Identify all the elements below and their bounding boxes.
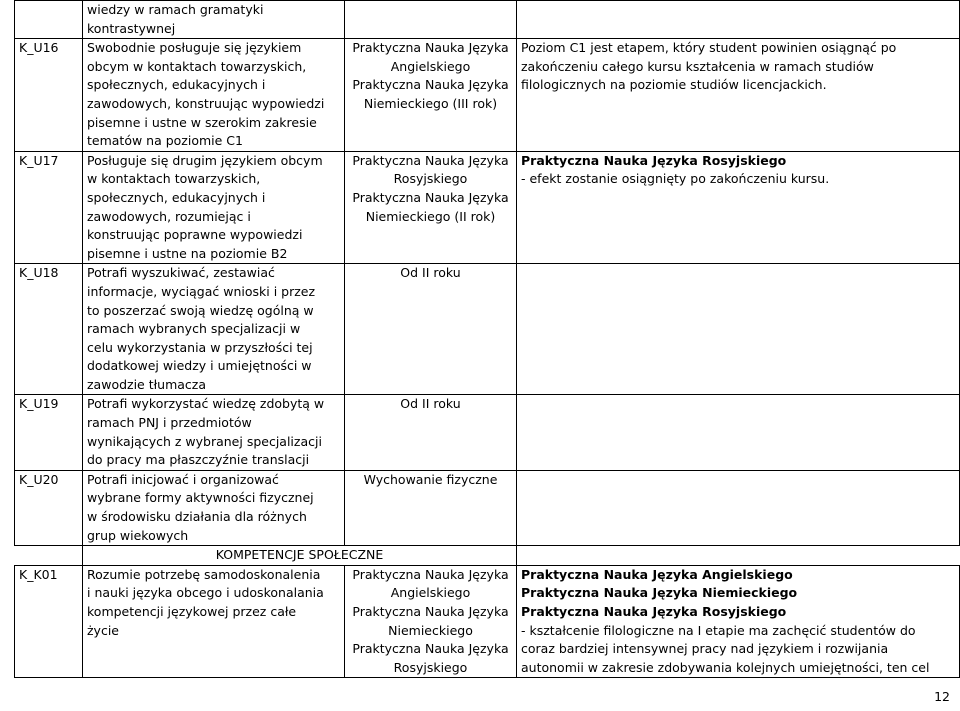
outcome-description xyxy=(83,565,345,678)
table-row xyxy=(15,264,960,395)
outcome-code: K_U20 xyxy=(15,470,83,545)
related-subjects xyxy=(345,470,517,545)
outcome-description-line: wybrane formy aktywności fizycznej xyxy=(87,490,314,506)
related-subjects-line: Praktyczna Nauka Języka xyxy=(352,604,509,619)
outcome-description-line: zawodowych, rozumiejąc i xyxy=(87,208,251,224)
outcome-description-line: ramach wybranych specjalizacji w xyxy=(87,321,301,337)
outcome-description-line: wiedzy w ramach gramatyki xyxy=(87,2,264,17)
table-row xyxy=(15,39,960,152)
outcome-code: K_U19 xyxy=(15,395,83,470)
outcome-description xyxy=(83,264,345,395)
outcome-comment-line: filologicznych na poziomie studiów licencjackich. xyxy=(521,77,827,93)
outcome-description xyxy=(83,151,345,264)
outcome-description-line: życie xyxy=(87,622,119,638)
outcome-description-line: Rozumie potrzebę samodoskonalenia xyxy=(87,566,321,582)
outcome-comment-line: autonomii w zakresie zdobywania kolejnych umiejętności, ten cel xyxy=(521,659,930,675)
outcome-description-line: Potrafi inicjować i organizować xyxy=(87,471,279,487)
outcome-description-line: społecznych, edukacyjnych i xyxy=(87,189,266,205)
outcome-comment xyxy=(517,565,960,678)
table-row xyxy=(15,470,960,545)
outcome-description-line: zawodowych, konstruując wypowiedzi xyxy=(87,95,325,111)
table-row xyxy=(15,395,960,470)
outcome-code xyxy=(15,1,83,39)
outcome-description-line: tematów na poziomie C1 xyxy=(87,133,243,149)
learning-outcomes-table xyxy=(14,0,960,678)
related-subjects xyxy=(345,1,517,39)
section-title: KOMPETENCJE SPOŁECZNE xyxy=(83,546,517,566)
outcome-comment-line: coraz bardziej intensywnej pracy nad językiem i rozwijania xyxy=(521,641,889,657)
related-subjects-line: Od II roku xyxy=(400,396,461,412)
outcome-description xyxy=(83,39,345,152)
related-subjects xyxy=(345,565,517,678)
outcome-description-line: konstruując poprawne wypowiedzi xyxy=(87,227,303,243)
related-subjects xyxy=(345,39,517,152)
outcome-description-line: w środowisku działania dla różnych xyxy=(87,509,307,525)
outcome-description-line: i nauki języka obcego i udoskonalania xyxy=(87,585,324,601)
page-number: 12 xyxy=(934,689,950,704)
outcome-comment-line: - efekt zostanie osiągnięty po zakończeniu kursu. xyxy=(521,171,830,187)
table-row xyxy=(15,565,960,678)
outcome-description-line: kontrastywnej xyxy=(87,20,176,36)
outcome-description-line: grup wiekowych xyxy=(87,527,189,543)
table-row xyxy=(15,1,960,39)
outcome-code: K_U17 xyxy=(15,151,83,264)
outcome-comment-line: - kształcenie filologiczne na I etapie ma zachęcić studentów do xyxy=(521,622,916,638)
outcome-description-line: Potrafi wyszukiwać, zestawiać xyxy=(87,265,275,281)
outcome-description-line: wynikających z wybranej specjalizacji xyxy=(87,433,322,449)
section-spacer xyxy=(15,546,83,566)
related-subjects-line: Rosyjskiego xyxy=(393,171,468,187)
outcome-comment xyxy=(517,39,960,152)
related-subjects-line: Praktyczna Nauka Języka xyxy=(352,189,509,205)
outcome-description-line: Potrafi wykorzystać wiedzę zdobytą w xyxy=(87,396,325,412)
related-subjects-line: Wychowanie fizyczne xyxy=(363,471,498,487)
outcome-description-line: do pracy ma płaszczyźnie translacji xyxy=(87,452,310,468)
related-subjects-line: Angielskiego xyxy=(390,58,471,74)
outcome-comment xyxy=(517,151,960,264)
outcome-description-line: obcym w kontaktach towarzyskich, xyxy=(87,58,307,74)
related-subjects-line: Praktyczna Nauka Języka xyxy=(352,566,509,582)
outcome-description-line: kompetencji językowej przez całe xyxy=(87,604,297,619)
related-subjects-line: Praktyczna Nauka Języka xyxy=(352,641,509,657)
related-subjects-line: Od II roku xyxy=(400,265,461,281)
related-subjects-line: Niemieckiego (II rok) xyxy=(365,208,496,224)
related-subjects-line: Angielskiego xyxy=(390,585,471,601)
related-subjects-line: Praktyczna Nauka Języka xyxy=(352,152,509,168)
related-subjects xyxy=(345,395,517,470)
outcome-comment-line: Praktyczna Nauka Języka Niemieckiego xyxy=(521,585,798,601)
outcome-description-line: ramach PNJ i przedmiotów xyxy=(87,415,252,431)
outcome-description-line: pisemne i ustne na poziomie B2 xyxy=(87,245,288,261)
outcome-description-line: informacje, wyciągać wnioski i przez xyxy=(87,283,316,299)
outcome-comment-line: Praktyczna Nauka Języka Rosyjskiego xyxy=(521,152,787,168)
outcome-description-line: społecznych, edukacyjnych i xyxy=(87,77,266,93)
outcome-description-line: to poszerzać swoją wiedzę ogólną w xyxy=(87,302,314,318)
outcome-comment xyxy=(517,395,960,470)
outcome-comment-line: zakończeniu całego kursu kształcenia w ramach studiów xyxy=(521,58,874,74)
section-header-row xyxy=(15,546,960,566)
outcome-comment xyxy=(517,470,960,545)
outcome-description-line: zawodzie tłumacza xyxy=(87,376,207,392)
related-subjects-line: Praktyczna Nauka Języka xyxy=(352,77,509,93)
related-subjects-line: Niemieckiego (III rok) xyxy=(363,95,498,111)
outcome-comment-line: Praktyczna Nauka Języka Angielskiego xyxy=(521,566,793,582)
outcome-description-line: celu wykorzystania w przyszłości tej xyxy=(87,339,313,355)
table-row xyxy=(15,151,960,264)
outcome-code: K_U16 xyxy=(15,39,83,152)
outcome-comment-line: Praktyczna Nauka Języka Rosyjskiego xyxy=(521,604,787,619)
outcome-code: K_U18 xyxy=(15,264,83,395)
outcome-description xyxy=(83,1,345,39)
related-subjects xyxy=(345,264,517,395)
outcome-description xyxy=(83,395,345,470)
outcome-comment-line: Poziom C1 jest etapem, który student powinien osiągnąć po xyxy=(521,40,897,56)
outcome-description-line: pisemne i ustne w szerokim zakresie xyxy=(87,114,317,130)
outcome-description-line: Posługuje się drugim językiem obcym xyxy=(87,152,323,168)
related-subjects-line: Niemieckiego xyxy=(388,622,473,638)
outcome-comment xyxy=(517,264,960,395)
related-subjects-line: Rosyjskiego xyxy=(393,659,468,675)
outcome-comment xyxy=(517,1,960,39)
outcome-description-line: dodatkowej wiedzy i umiejętności w xyxy=(87,358,312,374)
section-spacer xyxy=(517,546,960,566)
related-subjects xyxy=(345,151,517,264)
outcome-description xyxy=(83,470,345,545)
related-subjects-line: Praktyczna Nauka Języka xyxy=(352,40,509,56)
outcome-description-line: Swobodnie posługuje się językiem xyxy=(87,40,302,56)
outcome-code: K_K01 xyxy=(15,565,83,678)
outcome-description-line: w kontaktach towarzyskich, xyxy=(87,171,261,187)
